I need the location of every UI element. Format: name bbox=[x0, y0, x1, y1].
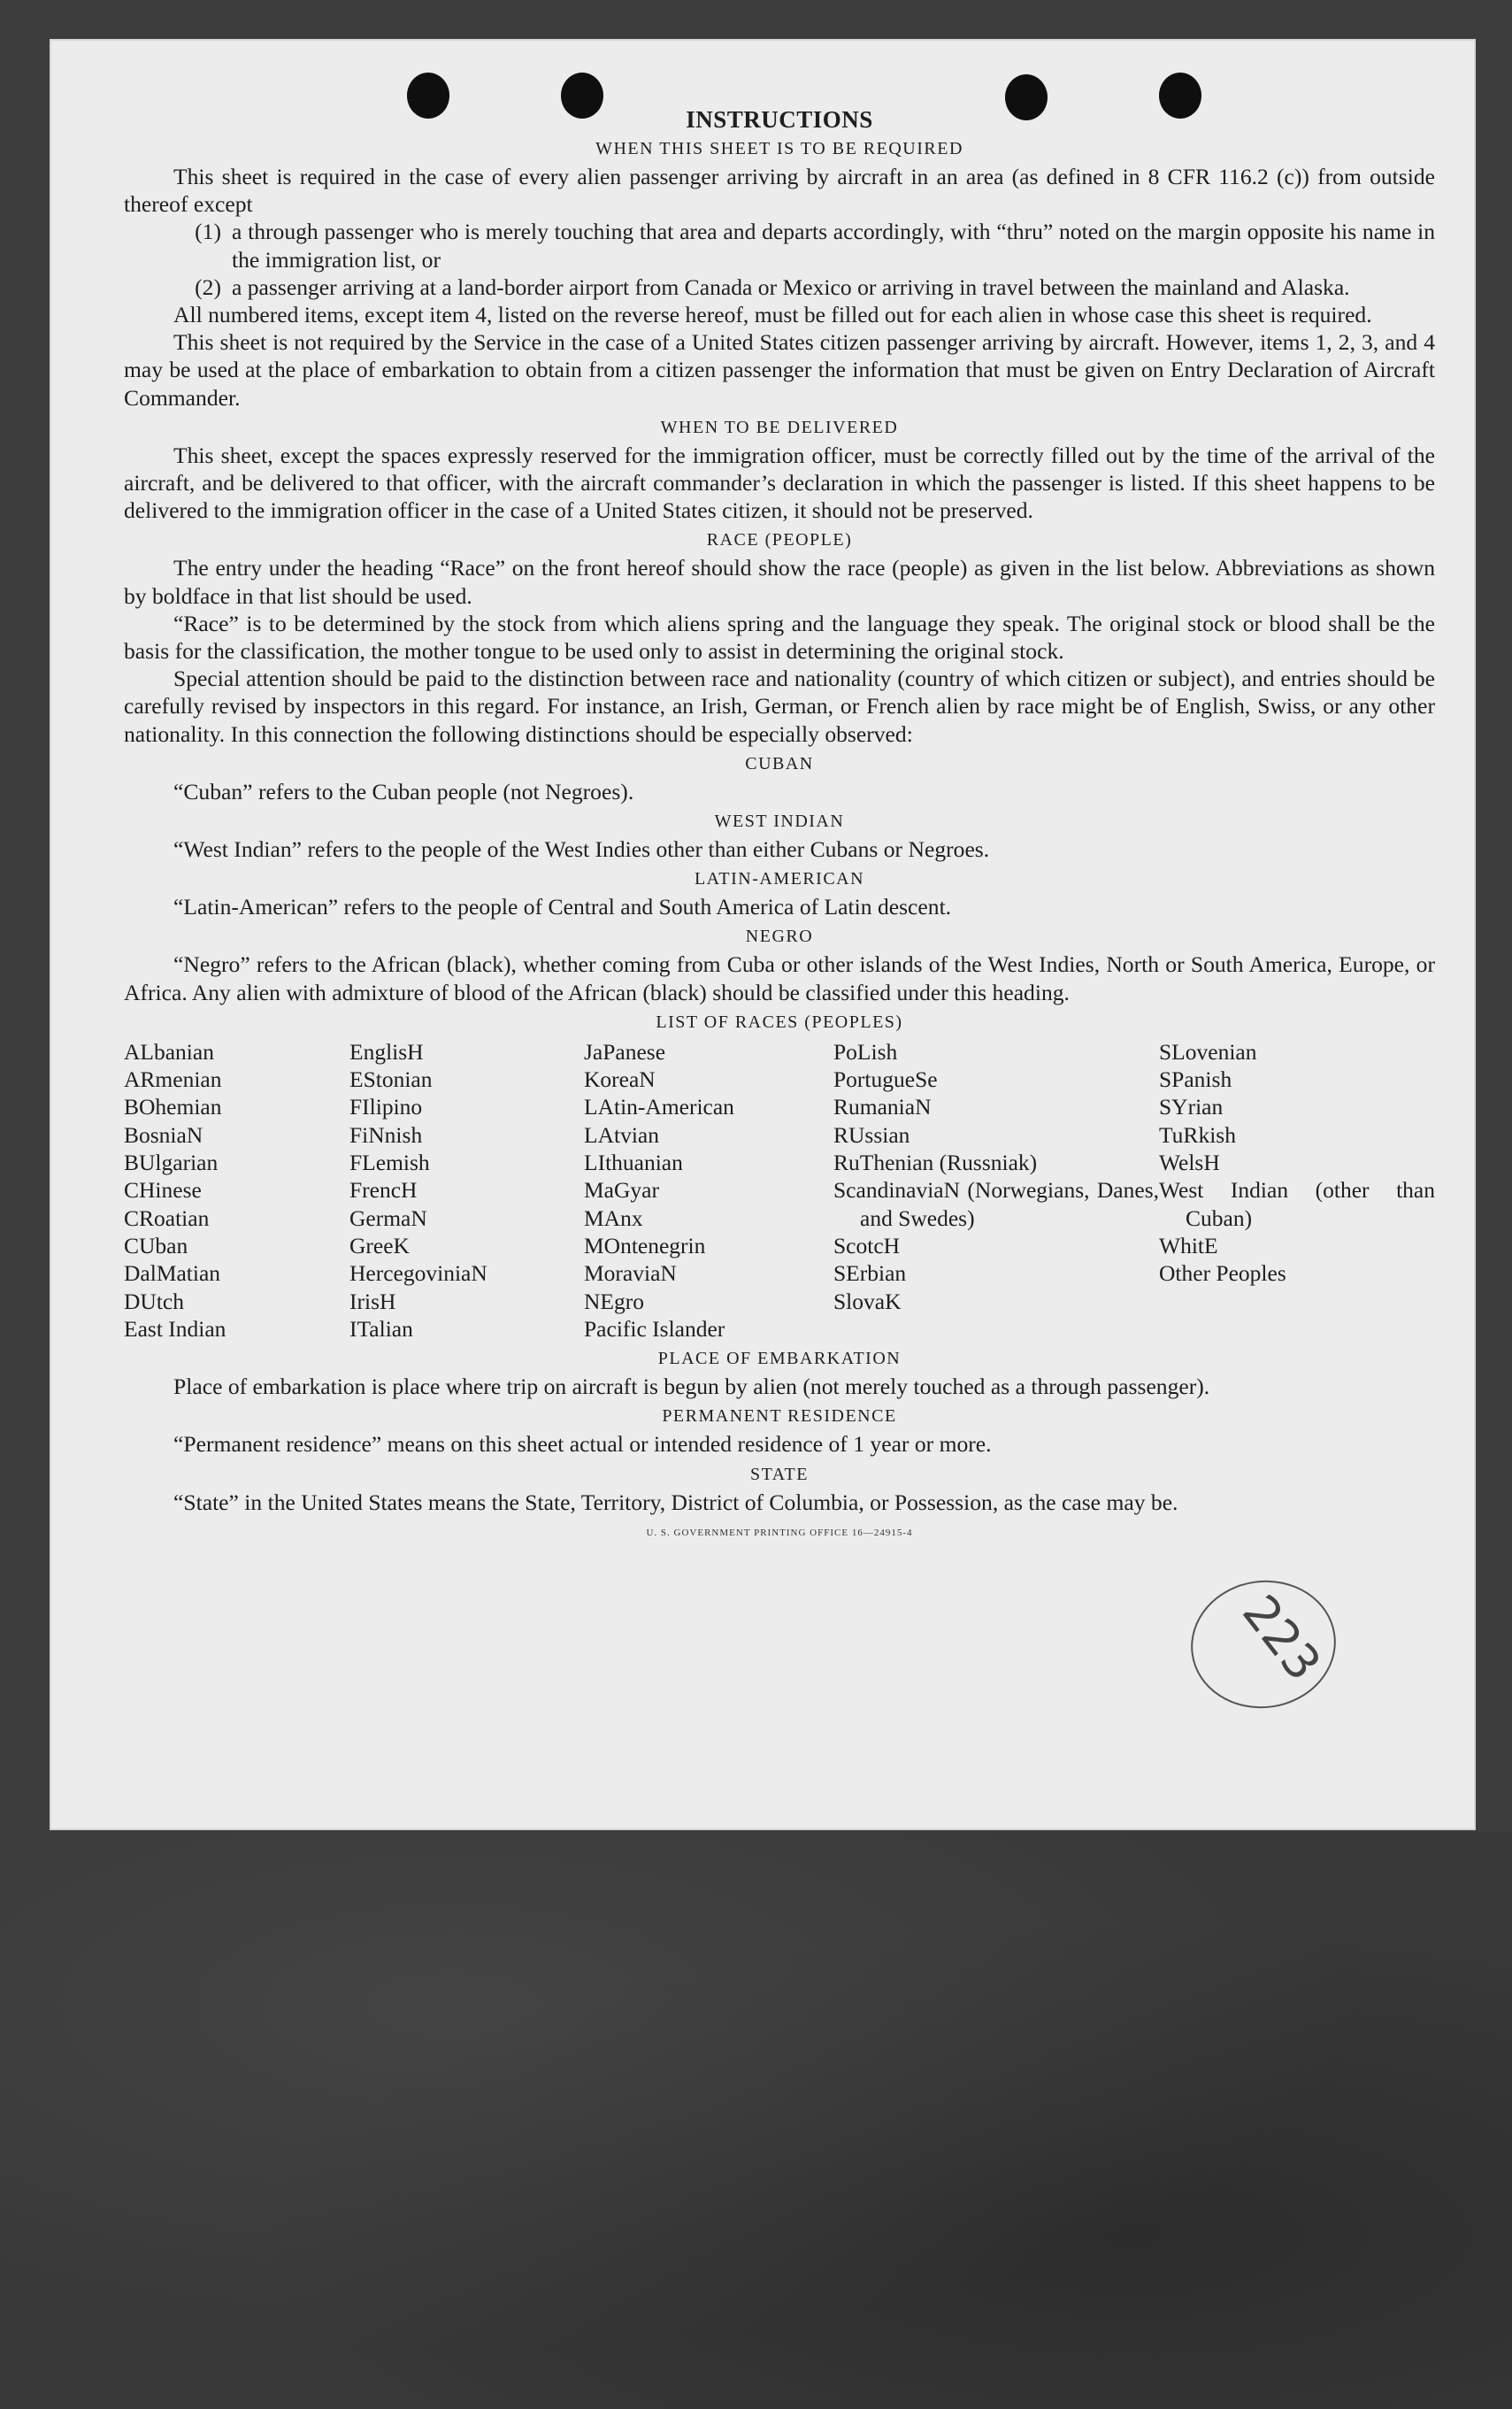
races-column-1 bbox=[124, 1038, 349, 1343]
race-entry: LAtin-American bbox=[584, 1094, 734, 1120]
heading-negro: NEGRO bbox=[745, 927, 814, 947]
paragraph: “Permanent residence” means on this sheet actual or intended residence of 1 year or more. bbox=[173, 1431, 992, 1458]
race-entry: MOntenegrin bbox=[584, 1232, 706, 1258]
list-item bbox=[124, 218, 1435, 273]
races-column-3 bbox=[584, 1038, 833, 1343]
race-entry: LAtvian bbox=[584, 1121, 659, 1148]
race-entry: MaGyar bbox=[584, 1177, 659, 1204]
film-background bbox=[0, 1832, 1512, 2409]
item-text: a passenger arriving at a land-border airport from Canada or Mexico or arriving in travel between the mainland and Alaska. bbox=[232, 273, 1350, 300]
race-entry: RumaniaN bbox=[833, 1094, 932, 1120]
race-entry: SLovenian bbox=[1159, 1038, 1257, 1065]
race-entry: FIlipino bbox=[349, 1094, 423, 1120]
paragraph: This sheet, except the spaces expressly reserved for the immigration officer, must be correctly filled out by the time of the arrival of the aircraft, and be delivered to that officer, with the aircraft commander’s declaration in which the passenger is listed. If this sheet happens to be delivered to the immigration officer in the case of a United States citizen, it should not be preserved. bbox=[124, 442, 1435, 524]
heading-embarkation: PLACE OF EMBARKATION bbox=[657, 1349, 902, 1369]
races-column-4 bbox=[833, 1038, 1159, 1343]
race-entry: FLemish bbox=[349, 1150, 430, 1176]
race-entry: HercegoviniaN bbox=[349, 1260, 487, 1287]
paragraph: “State” in the United States means the State, Territory, District of Columbia, or Possession, as the case may be. bbox=[173, 1489, 1178, 1515]
race-entry: JaPanese bbox=[584, 1038, 666, 1065]
race-entry: MAnx bbox=[584, 1204, 643, 1231]
race-entry: WelsH bbox=[1159, 1150, 1220, 1176]
race-entry: WhitE bbox=[1159, 1232, 1218, 1258]
paragraph: “Race” is to be determined by the stock from which aliens spring and the language they speak. The original stock or blood shall be the basis for the classification, the mother tongue to be used only to assist in determining the original stock. bbox=[124, 610, 1435, 665]
race-entry: SErbian bbox=[833, 1260, 907, 1287]
paragraph: All numbered items, except item 4, listed on the reverse hereof, must be filled out for each alien in whose case this sheet is required. bbox=[173, 302, 1372, 328]
race-entry: BUlgarian bbox=[124, 1150, 219, 1176]
race-entry: Pacific Islander bbox=[584, 1315, 725, 1342]
race-entry: GreeK bbox=[349, 1232, 410, 1258]
race-entry: RuThenian (Russniak) bbox=[833, 1150, 1038, 1176]
heading-latin-american: LATIN-AMERICAN bbox=[694, 869, 865, 889]
paragraph: “Cuban” refers to the Cuban people (not Negroes). bbox=[173, 778, 634, 804]
heading-cuban: CUBAN bbox=[745, 753, 814, 773]
race-entry: FiNnish bbox=[349, 1121, 423, 1148]
heading-when-delivered: WHEN TO BE DELIVERED bbox=[660, 417, 899, 437]
race-entry: PoLish bbox=[833, 1038, 898, 1065]
race-entry: CRoatian bbox=[124, 1204, 210, 1231]
race-entry: SPanish bbox=[1159, 1066, 1232, 1093]
heading-west-indian: WEST INDIAN bbox=[714, 812, 845, 832]
race-entry: EnglisH bbox=[349, 1038, 424, 1065]
race-entry: East Indian bbox=[124, 1315, 226, 1342]
race-entry: CHinese bbox=[124, 1177, 202, 1204]
list-item bbox=[124, 273, 1435, 301]
paragraph: “Negro” refers to the African (black), whether coming from Cuba or other islands of the West Indies, North or South America, Europe, or Africa. Any alien with admixture of blood of the African (black) should be classified under this heading. bbox=[124, 951, 1435, 1005]
race-entry: TuRkish bbox=[1159, 1121, 1236, 1148]
race-entry: ARmenian bbox=[124, 1066, 222, 1093]
race-entry: ALbanian bbox=[124, 1038, 214, 1065]
race-entry: BosniaN bbox=[124, 1121, 203, 1148]
paragraph: This sheet is required in the case of every alien passenger arriving by aircraft in an area (as defined in 8 CFR 116.2 (c)) from outside thereof except bbox=[124, 164, 1435, 218]
race-entry: BOhemian bbox=[124, 1094, 222, 1120]
item-number: (2) bbox=[195, 273, 221, 300]
paragraph: “West Indian” refers to the people of the West Indies other than either Cubans or Negroes. bbox=[173, 836, 990, 863]
instructions-body bbox=[124, 106, 1435, 1547]
handwritten-stamp: 223 bbox=[1183, 1571, 1344, 1717]
race-entry: ITalian bbox=[349, 1315, 413, 1342]
race-entry: West Indian (other than Cuban) bbox=[1159, 1177, 1435, 1231]
race-entry: SYrian bbox=[1159, 1094, 1224, 1120]
item-text: a through passenger who is merely touching that area and departs accordingly, with “thru” noted on the margin opposite his name in the immigration list, or bbox=[232, 219, 1435, 273]
race-entry: ScandinaviaN (Norwegians, Danes, and Swedes) bbox=[833, 1177, 1159, 1231]
race-entry: KoreaN bbox=[584, 1066, 656, 1093]
paragraph: This sheet is not required by the Service in the case of a United States citizen passenger arriving by aircraft. However, items 1, 2, 3, and 4 may be used at the place of embarkation to obtain from a citizen passenger the information that must be given on Entry Declaration of Aircraft Commander. bbox=[124, 329, 1435, 411]
race-entry: RUssian bbox=[833, 1121, 910, 1148]
race-entry: DalMatian bbox=[124, 1260, 221, 1287]
paragraph: The entry under the heading “Race” on the front hereof should show the race (people) as given in the list below. Abbreviations as shown by boldface in that list should be used. bbox=[124, 555, 1435, 609]
heading-races-list: LIST OF RACES (PEOPLES) bbox=[656, 1012, 903, 1032]
race-entry: PortugueSe bbox=[833, 1066, 938, 1093]
race-entry: FrencH bbox=[349, 1177, 418, 1204]
paragraph: Place of embarkation is place where trip on aircraft is begun by alien (not merely touched as a through passenger). bbox=[173, 1374, 1210, 1400]
races-column-5 bbox=[1159, 1038, 1435, 1343]
heading-permanent-residence: PERMANENT RESIDENCE bbox=[662, 1406, 897, 1427]
race-entry: Other Peoples bbox=[1159, 1260, 1286, 1287]
heading-race: RACE (PEOPLE) bbox=[706, 530, 853, 550]
paragraph: Special attention should be paid to the distinction between race and nationality (country of which citizen or subject), and entries should be carefully revised by inspectors in this regard. For instance, an Irish, German, or French alien by race might be of English, Swiss, or any other nationality. In this connection the following distinctions should be especially observed: bbox=[124, 666, 1435, 747]
race-entry: ScotcH bbox=[833, 1232, 901, 1258]
race-entry: GermaN bbox=[349, 1204, 427, 1231]
race-entry: EStonian bbox=[349, 1066, 433, 1093]
instruction-sheet bbox=[50, 39, 1476, 1830]
item-number: (1) bbox=[195, 219, 221, 245]
printing-office-footer: U. S. GOVERNMENT PRINTING OFFICE 16—24915-4 bbox=[646, 1527, 913, 1538]
heading-when-required: WHEN THIS SHEET IS TO BE REQUIRED bbox=[595, 139, 963, 158]
races-column-2 bbox=[349, 1038, 584, 1343]
races-table bbox=[124, 1038, 1435, 1343]
heading-state: STATE bbox=[750, 1464, 809, 1484]
race-entry: DUtch bbox=[124, 1288, 184, 1314]
paragraph: “Latin-American” refers to the people of Central and South America of Latin descent. bbox=[173, 894, 952, 920]
race-entry: SlovaK bbox=[833, 1288, 902, 1314]
race-entry: CUban bbox=[124, 1232, 188, 1258]
race-entry: LIthuanian bbox=[584, 1150, 683, 1176]
race-entry: MoraviaN bbox=[584, 1260, 677, 1287]
page-title: INSTRUCTIONS bbox=[686, 106, 873, 133]
race-entry: IrisH bbox=[349, 1288, 396, 1314]
race-entry: NEgro bbox=[584, 1288, 644, 1314]
